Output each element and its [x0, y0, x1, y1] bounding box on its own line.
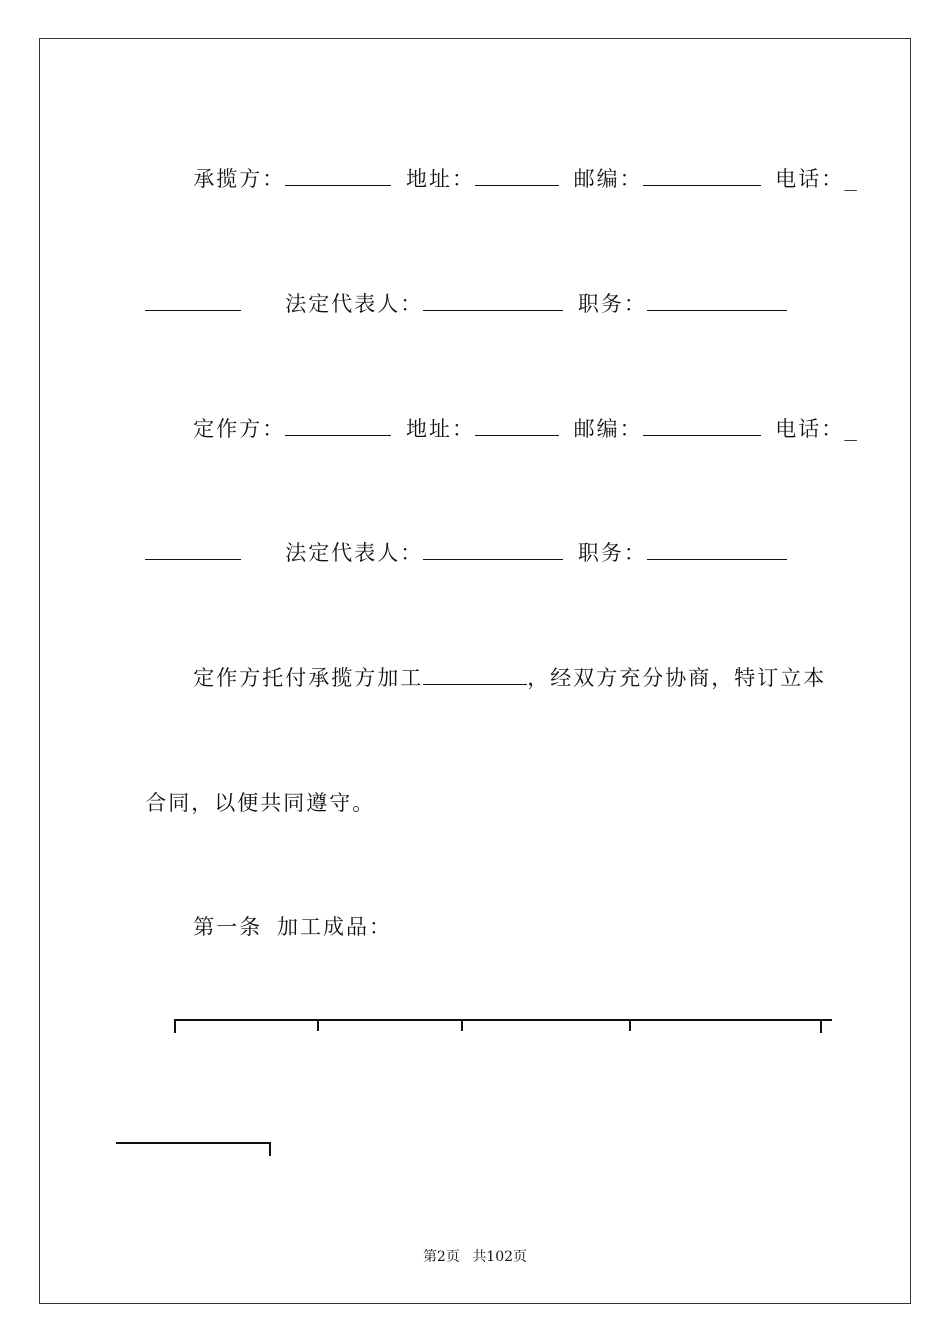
article1-title	[164, 882, 392, 942]
article1-title-text: 第一条 加工成品：	[193, 915, 392, 939]
client-label: 定作方：	[193, 417, 286, 441]
table-top-rule	[174, 1019, 832, 1021]
client-address-blank[interactable]	[475, 417, 559, 436]
contractor-position-label: 职务：	[577, 292, 647, 316]
table-tick-4	[629, 1019, 631, 1031]
contractor-phone-trailing: _	[844, 167, 859, 191]
contractor-legal-rep-label: 法定代表人：	[285, 292, 424, 316]
table-tick-5	[820, 1019, 822, 1033]
page-number: 第2页	[422, 1249, 460, 1265]
table-bottom-rule	[116, 1142, 271, 1144]
table-bottom-tick	[269, 1142, 271, 1156]
client-legal-rep-label: 法定代表人：	[285, 541, 424, 565]
intro-part1: 定作方托付承揽方加工	[193, 666, 424, 690]
contractor-address-blank[interactable]	[475, 167, 559, 186]
contractor-legal-rep-blank[interactable]	[423, 292, 563, 311]
client-line-1	[164, 384, 859, 444]
intro-part2: ，经双方充分协商，特订立本	[527, 666, 827, 690]
contractor-line-1	[164, 134, 859, 194]
intro-line-2	[116, 758, 375, 818]
page-footer	[0, 1246, 950, 1266]
contractor-name-blank[interactable]	[285, 167, 391, 186]
contractor-phone-label: 电话：	[775, 167, 845, 191]
contractor-postcode-blank[interactable]	[643, 167, 761, 186]
table-tick-3	[461, 1019, 463, 1031]
client-legal-rep-blank[interactable]	[423, 541, 563, 560]
page-total: 共102页	[472, 1249, 528, 1265]
client-phone-blank[interactable]	[145, 541, 241, 560]
contractor-line-2	[116, 259, 787, 319]
client-phone-trailing: _	[844, 417, 859, 441]
client-address-label: 地址：	[405, 417, 475, 441]
client-postcode-blank[interactable]	[643, 417, 761, 436]
table-tick-1	[174, 1019, 176, 1033]
contractor-label: 承揽方：	[193, 167, 286, 191]
client-position-label: 职务：	[577, 541, 647, 565]
client-line-2	[116, 508, 787, 568]
intro-part3: 合同，以便共同遵守。	[145, 791, 376, 815]
contractor-position-blank[interactable]	[647, 292, 787, 311]
client-name-blank[interactable]	[285, 417, 391, 436]
client-phone-label: 电话：	[775, 417, 845, 441]
client-postcode-label: 邮编：	[573, 417, 643, 441]
table-tick-2	[317, 1019, 319, 1031]
intro-item-blank[interactable]	[423, 666, 527, 685]
contractor-address-label: 地址：	[405, 167, 475, 191]
contractor-phone-blank[interactable]	[145, 292, 241, 311]
intro-line-1	[164, 633, 826, 693]
contractor-postcode-label: 邮编：	[573, 167, 643, 191]
client-position-blank[interactable]	[647, 541, 787, 560]
